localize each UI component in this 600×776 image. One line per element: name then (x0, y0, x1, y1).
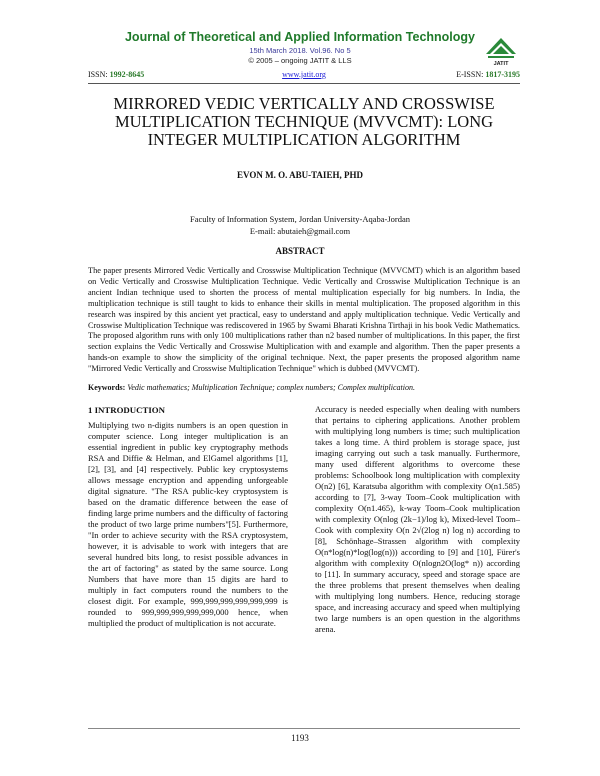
affiliation: Faculty of Information System, Jordan University-Aqaba-Jordan E-mail: abutaieh@gmail.com (0, 213, 600, 237)
intro-left-column: Multiplying two n-digits numbers is an open question in computer science. Long integer multiplication is an essential ingredient in public key cryptography methods RSA and Diffie & Helman, and ElGamel algorithms [1], [2], [3], and [4] respectively. Public key cryptosystems allows message encryption and appending unforgeable digital signature. "The RSA public-key cryptosystem is based on the dramatic difference between the ease of finding large prime numbers and the difficulty of factoring the product of two large prime numbers"[5]. Furthermore, "In order to achieve security with the RSA cryptosystem, however, it is advisable to work with integers that are several hundred bits long, to resist possible advances in the art of factoring" as stated by the same source. Long Numbers that have more than 15 digits are hard to multiply in fact computers round the numbers to the closest digit. For example, 999,999,999,999,999,999 is rounded to 999,999,999,999,999,000 hence, when multiplied the product of multiplication is not accurate. (88, 420, 288, 628)
website-link[interactable]: www.jatit.org (282, 70, 326, 79)
header-divider (88, 83, 520, 84)
intro-right-column: Accuracy is needed especially when dealing with numbers that pertains to ciphering applications. Another problem with multiplying long numbers is time; such multiplication takes a long time. A third problem is storage space, just imaging carrying out such a task manually. Furthermore, many used different algorithms to overcome these problems: Schoolbook long multiplication with complexity O(n2) [6], Karatsuba algorithm with complexity O(n1.585) according to [7], 3-way Toom–Cook multiplication with complexity O(n1.465), k-way Toom–Cook multiplication with complexity O(nlog (2k−1)/log k), Mixed-level Toom–Cook with complexity O(n 2√(2log n) log n) according to [8], Schönhage–Strassen algorithm with complexity O(n*log(n)*log(log(n))) according to [9] and [10], Fürer's algorithm with complexity O(nlogn2O(log* n)) according to [11]. In summary accuracy, speed and storage space are the three problems that present themselves when dealing with multiplying long numbers. Hence, reducing storage space, and increasing accuracy and speed when multiplying two large numbers is an open question in the algorithms arena. (315, 404, 520, 634)
footer-divider (88, 728, 520, 729)
eissn: E-ISSN: 1817-3195 (456, 70, 520, 79)
journal-issue: 15th March 2018. Vol.96. No 5 (249, 46, 351, 55)
logo-text: JATIT (493, 61, 509, 67)
email: E-mail: abutaieh@gmail.com (249, 226, 351, 236)
abstract-heading: ABSTRACT (275, 246, 325, 256)
journal-copyright: © 2005 – ongoing JATIT & LLS (248, 56, 352, 65)
abstract-text: The paper presents Mirrored Vedic Vertically and Crosswise Multiplication Technique (MVVCMT) which is an algorithm based on Vedic Vertically and Crosswise Multiplication Technique. Vedic Vertically and Crosswise Multiplication Technique is an ancient Indian technique used to shorten the process of mental multiplication especially for big numbers. In India, the multiplication technique is still taught to kids to enhance their skills in mental multiplication. The proposed algorithm in this research was inspired by this ancient yet practical, easy to understand and apply multiplication technique. Vedic Vertically and Crosswise Multiplication Technique was rediscovered in 1965 by Swami Bharati Krishna Tirthaji in his book Vedic Mathematics. The proposed algorithm runs with only 100 multiplications rather than n2 based number of multiplications. In this paper, the first section explains the Vedic Vertically and Crosswise Multiplication with and example and algorithm. Then the paper presents a hands-on example to show the simplicity of the original technique. Next, the paper presents the proposed algorithm name "Mirrored Vedic Vertically and Crosswise Multiplication Technique" which is dubbed (MVVCMT). (88, 266, 520, 374)
page-number: 1193 (291, 733, 309, 743)
section-heading: 1 INTRODUCTION (88, 405, 165, 415)
issn: ISSN: 1992-8645 (88, 70, 145, 79)
paper-title: MIRRORED VEDIC VERTICALLY AND CROSSWISE MULTIPLICATION TECHNIQUE (MVVCMT): LONG INTEGER MULTIPLICATION ALGORITHM (113, 94, 495, 149)
keywords: Keywords: Vedic mathematics; Multiplication Technique; complex numbers; Complex multiplication. (88, 383, 415, 392)
author: EVON M. O. ABU-TAIEH, PHD (237, 170, 363, 180)
jatit-logo-icon (484, 34, 518, 68)
journal-title: Journal of Theoretical and Applied Information Technology (124, 30, 476, 44)
